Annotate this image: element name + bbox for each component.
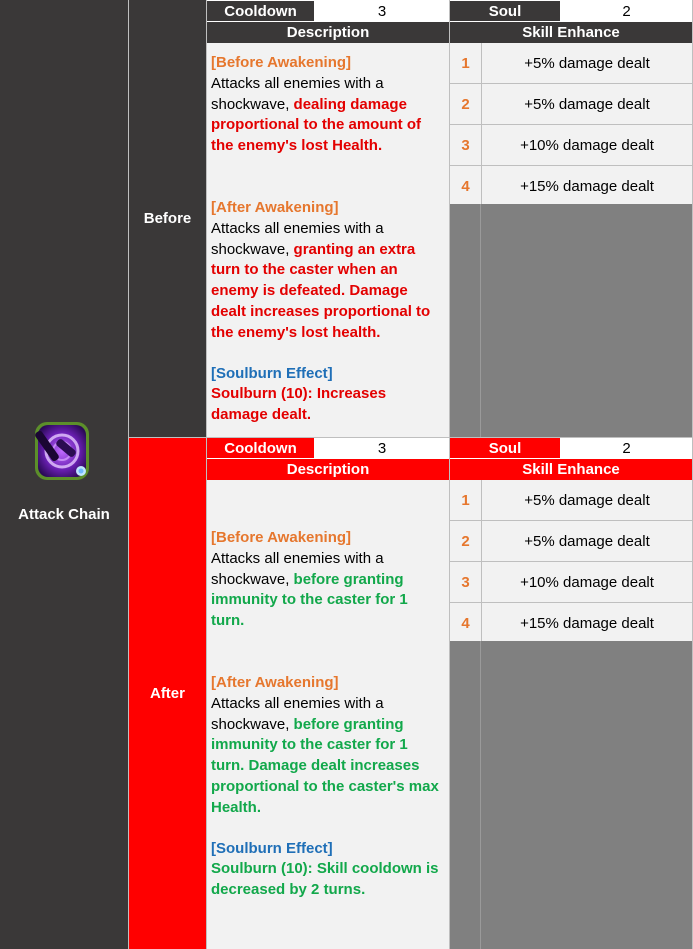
before-enhance-row [450,166,692,206]
after-cooldown-label: Cooldown [207,438,314,458]
skill-column [0,0,128,949]
enhance-text: +15% damage dealt [520,614,654,632]
enhance-text: +15% damage dealt [520,177,654,195]
enhance-text: +5% damage dealt [524,532,650,550]
after-enhance-header: Skill Enhance [450,459,692,480]
before-ba-highlight: dealing damage proportional to the amount of the enemy's lost Health. [211,95,421,155]
enhance-level: 4 [450,603,482,643]
before-enhance-header: Skill Enhance [450,22,692,43]
after-enhance-row [450,603,692,643]
before-ba-title: [Before Awakening] [211,54,352,71]
enhance-level: 4 [450,166,482,206]
before-soulburn-text: Soulburn (10): Increases damage dealt. [211,385,387,424]
enhance-level: 2 [450,84,482,124]
before-enhance-list [450,43,692,204]
after-soulburn-text: Soulburn (10): Skill cooldown is decreased by 2 turns. [211,860,439,899]
skill-name: Attack Chain [18,506,110,523]
after-ba-plain: Attacks all enemies with a shockwave, [211,549,384,588]
before-description [207,43,449,437]
after-ba-title: [Before Awakening] [211,529,352,546]
after-soul-label: Soul [450,438,560,458]
before-cooldown-value: 3 [315,1,449,21]
before-aa-title: [After Awakening] [211,198,339,216]
before-aa-highlight: granting an extra turn to the caster when an enemy is defeated. Damage dealt increases proportional to the enemy's lost health. [211,240,431,341]
before-aa-plain: Attacks all enemies with a shockwave, [211,219,384,258]
after-label-cell [129,438,206,949]
after-description-header: Description [207,459,449,480]
after-label: After [149,685,185,702]
after-aa-plain: Attacks all enemies with a shockwave, [211,694,384,733]
after-enhance-list [450,480,692,641]
before-label: Before [143,210,192,227]
before-cooldown-label: Cooldown [207,1,314,21]
enhance-text: +10% damage dealt [520,136,654,154]
before-ba-plain: Attacks all enemies with a shockwave, [211,74,384,113]
column-divider [206,0,207,949]
after-description [207,480,449,949]
column-divider [449,0,450,949]
before-soul-value: 2 [561,1,692,21]
enhance-text: +5% damage dealt [524,95,650,113]
enhance-level: 2 [450,521,482,561]
after-enhance-row [450,562,692,603]
before-soul-label: Soul [450,1,560,21]
enhance-text: +5% damage dealt [524,54,650,72]
before-enhance-row [450,43,692,84]
after-soulburn-title: [Soulburn Effect] [211,839,333,857]
before-enhance-row [450,125,692,166]
before-enhance-row [450,84,692,125]
before-enhance-empty [450,204,692,437]
enhance-level: 1 [450,43,482,83]
after-aa-highlight: before granting immunity to the caster for 1 turn. Damage dealt increases proportional to the caster's max Health. [211,715,439,816]
before-soulburn-title: [Soulburn Effect] [211,364,333,382]
after-enhance-row [450,480,692,521]
enhance-level: 1 [450,480,482,520]
enhance-text: +5% damage dealt [524,491,650,509]
before-label-cell [129,0,206,437]
enhance-text: +10% damage dealt [520,573,654,591]
after-soul-value: 2 [561,438,692,458]
before-description-header: Description [207,22,449,43]
after-enhance-row [450,521,692,562]
after-enhance-empty [450,641,692,949]
after-cooldown-value: 3 [315,438,449,458]
enhance-level: 3 [450,562,482,602]
after-ba-highlight: before granting immunity to the caster for 1 turn. [211,570,408,630]
attack-chain-skill-icon [33,420,91,482]
after-aa-title: [After Awakening] [211,673,339,691]
enhance-level: 3 [450,125,482,165]
